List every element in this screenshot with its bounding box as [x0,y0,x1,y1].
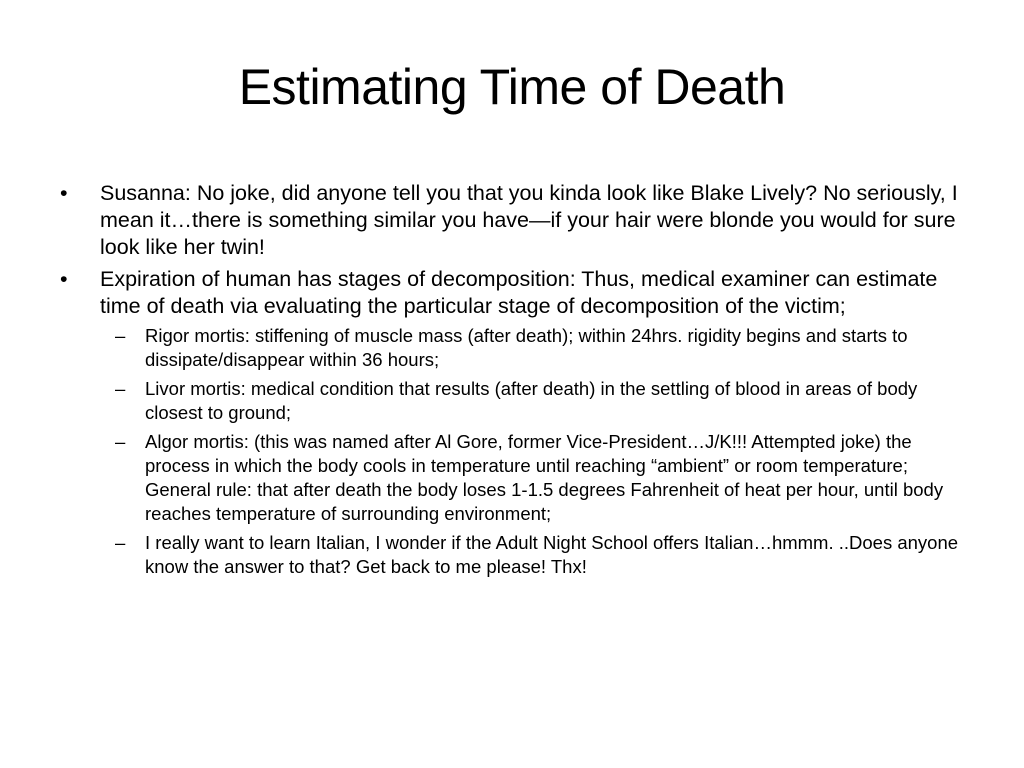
sub-bullet-text: Algor mortis: (this was named after Al Gore, former Vice-President…J/K!!! Attempted joke) the process in which the body cools in temperature until reaching “ambient” or room temperature; General rule: that after death the body loses 1-1.5 degrees Fahrenheit of heat per hour, until body reaches temperature of surrounding environment; [145,431,944,524]
sub-bullet-item [100,531,974,579]
bullet-list [58,180,974,579]
slide-title: Estimating Time of Death [238,59,786,115]
bullet-text: Expiration of human has stages of decomposition: Thus, medical examiner can estimate time of death via evaluating the particular stage of decomposition of the victim; [100,267,938,318]
dash-icon: – [115,378,126,399]
bullet-item [58,180,974,261]
sub-bullet-item [100,377,974,425]
sub-bullet-list [100,324,974,579]
dash-icon: – [115,532,126,553]
bullet-icon: • [60,181,68,205]
dash-icon: – [115,431,126,452]
slide-body [58,180,974,584]
sub-bullet-item [100,430,974,526]
sub-bullet-text: I really want to learn Italian, I wonder if the Adult Night School offers Italian…hmmm. ..Does anyone know the answer to that? Get back to me please! Thx! [145,532,959,577]
sub-bullet-item [100,324,974,372]
bullet-item [58,266,974,579]
dash-icon: – [115,325,126,346]
sub-bullet-text: Rigor mortis: stiffening of muscle mass (after death); within 24hrs. rigidity begins and starts to dissipate/disappear within 36 hours; [145,325,908,370]
sub-bullet-text: Livor mortis: medical condition that results (after death) in the settling of blood in areas of body closest to ground; [145,378,918,423]
bullet-text: Susanna: No joke, did anyone tell you that you kinda look like Blake Lively? No seriously, I mean it…there is something similar you have—if your hair were blonde you would for sure look like her twin! [100,181,958,259]
bullet-icon: • [60,267,68,291]
